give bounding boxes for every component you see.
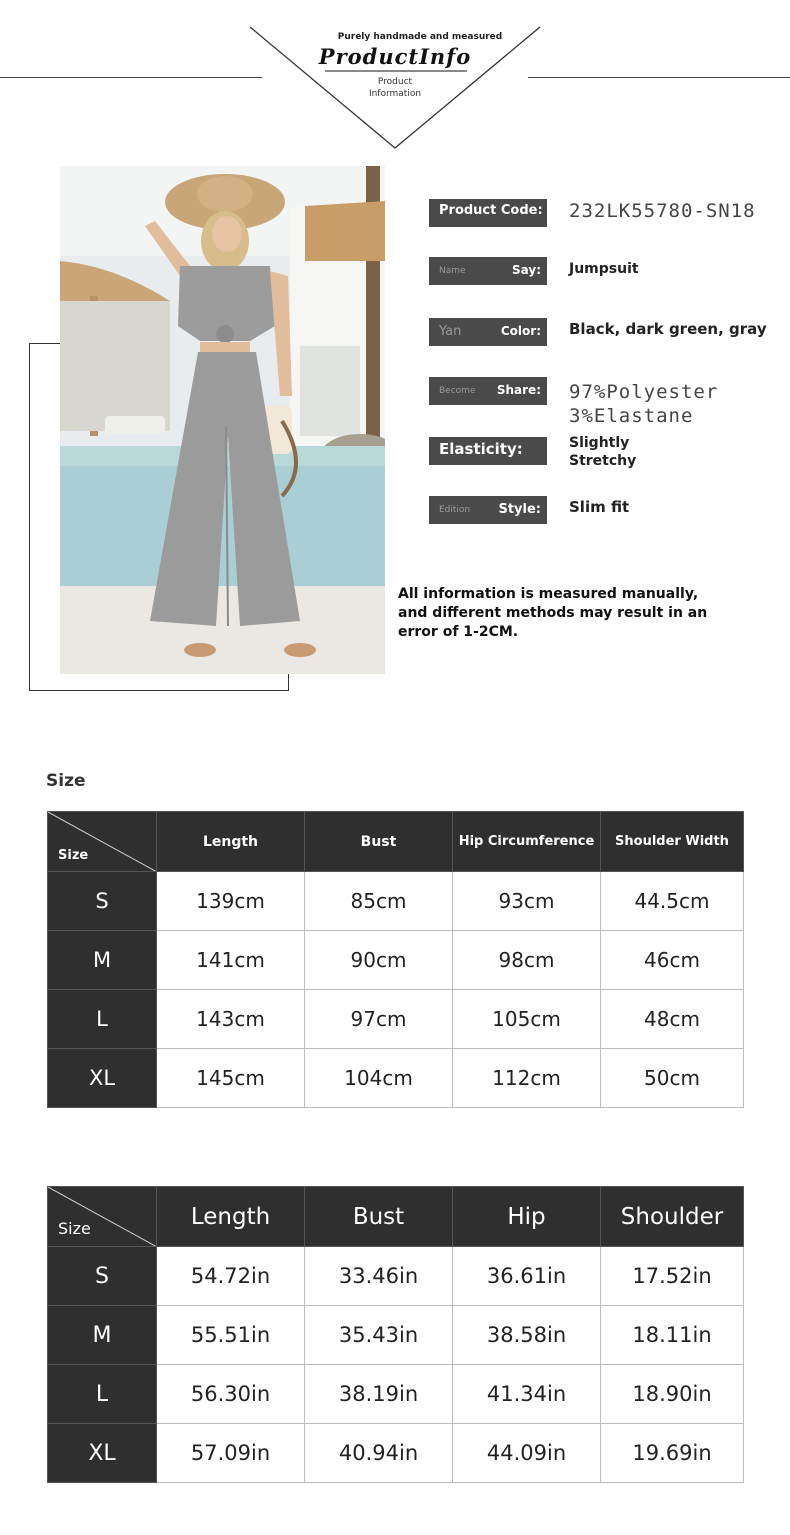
info-key: Color:: [500, 324, 541, 338]
table-cell: 57.09in: [157, 1424, 305, 1483]
info-label-product-code: [429, 199, 547, 227]
info-value-composition: [569, 380, 718, 428]
header-subtitle: [345, 76, 445, 100]
table-cell: 90cm: [305, 931, 453, 990]
row-size: L: [48, 1365, 157, 1424]
table-cell: 38.19in: [305, 1365, 453, 1424]
info-faint: Edition: [439, 505, 471, 515]
table-cell: 36.61in: [453, 1247, 601, 1306]
table-cell: 85cm: [305, 872, 453, 931]
photo-frame-bottom: [29, 690, 289, 691]
table-cell: 97cm: [305, 990, 453, 1049]
table-cell: 104cm: [305, 1049, 453, 1108]
size-heading: Size: [46, 771, 86, 791]
info-label-composition: [429, 377, 547, 405]
note-line2: and different methods may result in an: [398, 605, 708, 621]
table-row: [48, 1247, 744, 1306]
table-cell: 93cm: [453, 872, 601, 931]
corner-label: Size: [58, 1219, 91, 1238]
note-line3: error of 1-2CM.: [398, 624, 519, 640]
column-header: Hip: [453, 1187, 601, 1247]
info-key: Share:: [496, 383, 541, 397]
table-cell: 18.11in: [601, 1306, 744, 1365]
table-cell: 105cm: [453, 990, 601, 1049]
info-label-style: [429, 496, 547, 524]
table-cell: 55.51in: [157, 1306, 305, 1365]
note-line1: All information is measured manually,: [398, 586, 699, 602]
table-cell: 18.90in: [601, 1365, 744, 1424]
table-cell: 46cm: [601, 931, 744, 990]
table-cell: 41.34in: [453, 1365, 601, 1424]
table-row: [48, 1049, 744, 1108]
table-row: [48, 1365, 744, 1424]
header-title: ProductInfo: [318, 44, 472, 69]
info-faint: Name: [439, 266, 466, 276]
info-key: Product Code:: [439, 203, 543, 218]
elasticity-line1: Slightly: [569, 435, 630, 451]
table-row: [48, 1306, 744, 1365]
table-cell: 145cm: [157, 1049, 305, 1108]
row-size: XL: [48, 1424, 157, 1483]
column-header: Bust: [305, 1187, 453, 1247]
table-header-row: [48, 812, 744, 872]
table-cell: 40.94in: [305, 1424, 453, 1483]
column-header: Bust: [305, 812, 453, 872]
info-label-elasticity: [429, 437, 547, 465]
table-cell: 139cm: [157, 872, 305, 931]
table-row: [48, 990, 744, 1049]
photo-frame-left: [29, 343, 30, 691]
table-cell: 38.58in: [453, 1306, 601, 1365]
header-subtitle-line2: Information: [368, 89, 422, 99]
info-key: Elasticity:: [439, 440, 523, 458]
composition-line2: 3%Elastane: [569, 405, 694, 427]
row-size: XL: [48, 1049, 157, 1108]
table-cell: 143cm: [157, 990, 305, 1049]
composition-line1: 97%Polyester: [569, 381, 719, 403]
info-faint: Become: [439, 386, 476, 396]
info-value-color: Black, dark green, gray: [569, 320, 767, 338]
table-cell: 48cm: [601, 990, 744, 1049]
product-photo: [60, 166, 385, 674]
elasticity-line2: Stretchy: [569, 453, 637, 469]
table-header-row: [48, 1187, 744, 1247]
table-row: [48, 931, 744, 990]
table-cell: 54.72in: [157, 1247, 305, 1306]
header-subtitle-line1: Product: [377, 77, 413, 87]
row-size: M: [48, 931, 157, 990]
table-cell: 141cm: [157, 931, 305, 990]
info-value-style: Slim fit: [569, 498, 630, 516]
info-label-color: [429, 318, 547, 346]
table-cell: 98cm: [453, 931, 601, 990]
row-size: L: [48, 990, 157, 1049]
column-header: Shoulder: [601, 1187, 744, 1247]
row-size: S: [48, 1247, 157, 1306]
table-corner: [48, 812, 157, 872]
info-faint: Yan: [439, 324, 462, 339]
header-tagline: Purely handmade and measured: [337, 32, 503, 42]
column-header: Length: [157, 1187, 305, 1247]
table-cell: 112cm: [453, 1049, 601, 1108]
measurement-note: [398, 585, 738, 642]
column-header: Length: [157, 812, 305, 872]
table-cell: 56.30in: [157, 1365, 305, 1424]
info-key: Say:: [512, 263, 541, 277]
size-table-cm: [47, 811, 744, 1108]
photo-frame-top: [29, 343, 60, 344]
info-value-elasticity: [569, 434, 636, 470]
table-cell: 17.52in: [601, 1247, 744, 1306]
column-header: Shoulder Width: [601, 812, 744, 872]
table-cell: 44.09in: [453, 1424, 601, 1483]
table-row: [48, 1424, 744, 1483]
row-size: M: [48, 1306, 157, 1365]
info-key: Style:: [498, 502, 541, 517]
photo-frame-right: [288, 674, 289, 691]
corner-label: Size: [58, 848, 89, 863]
table-cell: 19.69in: [601, 1424, 744, 1483]
table-row: [48, 872, 744, 931]
info-label-name: [429, 257, 547, 285]
info-value-name: Jumpsuit: [569, 261, 639, 277]
column-header: Hip Circumference: [453, 812, 601, 872]
table-corner: [48, 1187, 157, 1247]
info-value-product-code: 232LK55780-SN18: [569, 200, 756, 222]
size-table-in: [47, 1186, 744, 1483]
table-cell: 33.46in: [305, 1247, 453, 1306]
row-size: S: [48, 872, 157, 931]
table-cell: 50cm: [601, 1049, 744, 1108]
table-cell: 35.43in: [305, 1306, 453, 1365]
table-cell: 44.5cm: [601, 872, 744, 931]
